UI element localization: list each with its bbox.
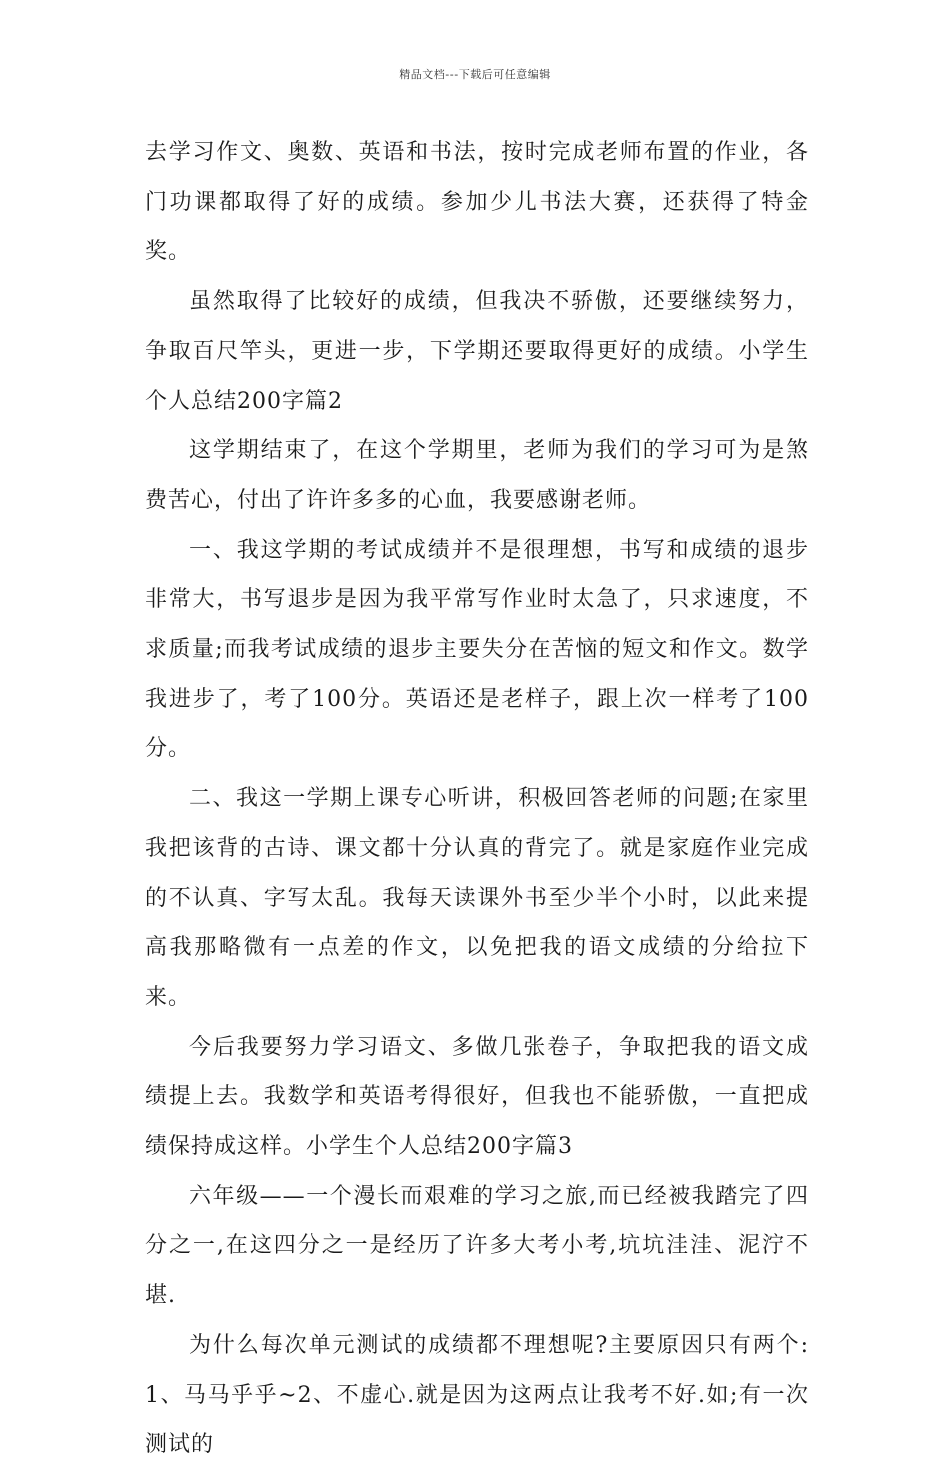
paragraph-8: 为什么每次单元测试的成绩都不理想呢?主要原因只有两个:1、马马乎乎~2、不虚心.就是因为这两点让我考不好.如;有一次测试的 [145,1332,809,1458]
paragraph-7: 六年级——一个漫长而艰难的学习之旅,而已经被我踏完了四分之一,在这四分之一是经历了许多大考小考,坑坑洼洼、泥泞不堪. [145,1183,809,1309]
paragraph-5: 二、我这一学期上课专心听讲，积极回答老师的问题;在家里我把该背的古诗、课文都十分认真的背完了。就是家庭作业完成的不认真、字写太乱。我每天读课外书至少半个小时，以此来提高我那略微有一点差的作文，以免把我的语文成绩的分给拉下来。 [145,786,809,1010]
page-header: 精品文档---下载后可任意编辑 [399,68,551,81]
paragraph-3: 这学期结束了，在这个学期里，老师为我们的学习可为是煞费苦心，付出了许许多多的心血，我要感谢老师。 [145,438,809,513]
paragraph-2: 虽然取得了比较好的成绩，但我决不骄傲，还要继续努力，争取百尺竿头，更进一步，下学期还要取得更好的成绩。小学生个人总结200字篇2 [145,289,809,414]
paragraph-6: 今后我要努力学习语文、多做几张卷子，争取把我的语文成绩提上去。我数学和英语考得很好，但我也不能骄傲，一直把成绩保持成这样。小学生个人总结200字篇3 [145,1034,809,1160]
paragraph-1: 去学习作文、奥数、英语和书法，按时完成老师布置的作业，各门功课都取得了好的成绩。参加少儿书法大赛，还获得了特金奖。 [145,140,809,265]
document-body [145,128,809,1470]
paragraph-4: 一、我这学期的考试成绩并不是很理想，书写和成绩的退步非常大，书写退步是因为我平常写作业时太急了，只求速度，不求质量;而我考试成绩的退步主要失分在苦恼的短文和作文。数学我进步了，考了100分。英语还是老样子，跟上次一样考了100分。 [145,537,809,762]
